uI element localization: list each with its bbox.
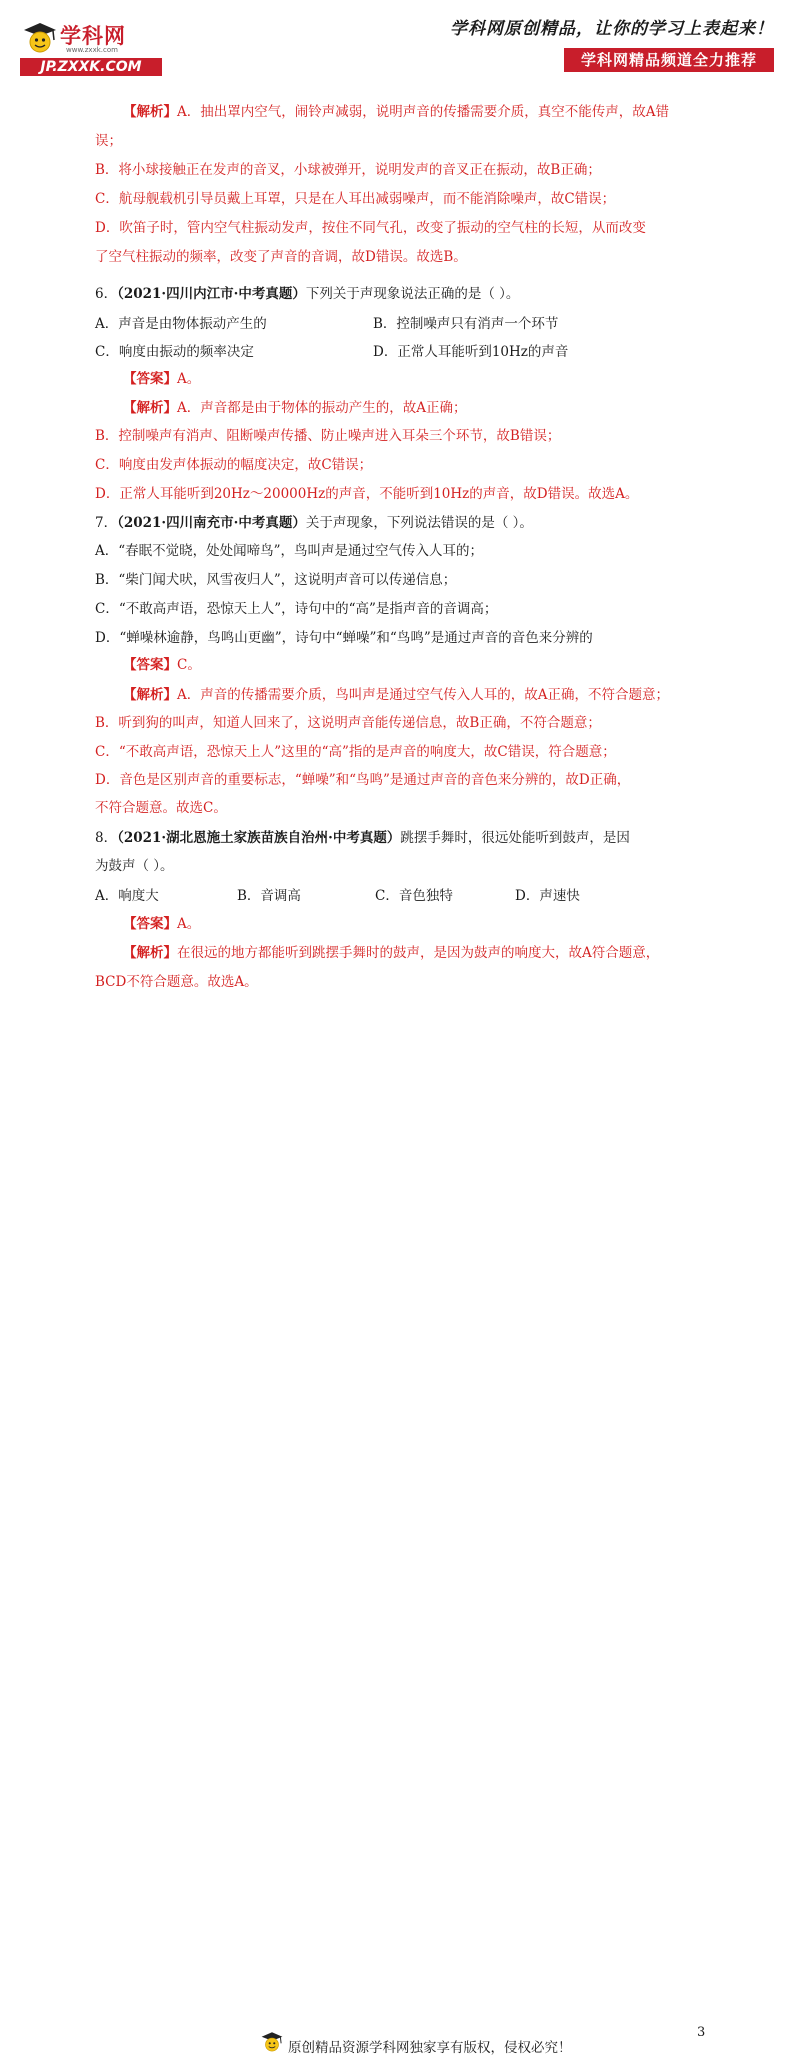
text-line	[95, 158, 601, 178]
line-text: A。	[177, 916, 201, 932]
answer-tag: 【答案】	[123, 916, 177, 932]
option-choice: A．响度大	[95, 888, 159, 904]
line-text: C．航母舰载机引导员戴上耳罩，只是在人耳出减弱噪声，而不能消除噪声，故C错误；	[95, 191, 616, 207]
mascot-icon	[20, 20, 60, 56]
text-line	[95, 282, 519, 302]
analysis-tag: 【解析】	[123, 945, 177, 961]
line-text: 误；	[95, 133, 122, 149]
question-source: （2021·湖北恩施土家族苗族自治州·中考真题）	[117, 830, 401, 846]
text-line	[95, 187, 615, 207]
line-text: B．听到狗的叫声，知道人回来了，这说明声音能传递信息，故B正确，不符合题意；	[95, 715, 601, 731]
line-text: D．吹笛子时，管内空气柱振动发声，按住不同气孔，改变了振动的空气柱的长短，从而改变	[95, 220, 646, 236]
text-line	[95, 424, 560, 444]
zxxk-logo[interactable]	[14, 14, 164, 76]
text-line	[123, 912, 200, 932]
line-text: 在很远的地方都能听到跳摆手舞时的鼓声，是因为鼓声的响度大，故A符合题意，	[177, 945, 660, 961]
option-choice: C．响度由振动的频率决定	[95, 344, 254, 360]
option-choice: B．音调高	[237, 888, 301, 904]
text-line	[95, 597, 497, 617]
text-line	[95, 826, 630, 846]
copyright-notice: 原创精品资源学科网独家享有版权，侵权必究！	[288, 2040, 572, 2056]
line-text: B．控制噪声有消声、阻断噪声传播、防止噪声进入耳朵三个环节，故B错误；	[95, 428, 561, 444]
line-text: C．响度由发声体振动的幅度决定，故C错误；	[95, 457, 373, 473]
header-banner: 学科网精品频道全力推荐	[564, 48, 774, 72]
answer-tag: 【答案】	[123, 657, 177, 673]
text-line	[95, 216, 646, 236]
option-choice: A．声音是由物体振动产生的	[95, 316, 267, 332]
line-text: A．抽出罩内空气，闹铃声减弱，说明声音的传播需要介质，真空不能传声，故A错	[177, 104, 669, 120]
text-line	[123, 653, 201, 673]
line-text: A．声音的传播需要介质，鸟叫声是通过空气传入人耳的，故A正确，不符合题意；	[177, 687, 669, 703]
line-text: A．声音都是由于物体的振动产生的，故A正确；	[177, 400, 467, 416]
analysis-tag: 【解析】	[123, 104, 177, 120]
option-choice: D．正常人耳能听到10Hz的声音	[373, 344, 569, 360]
line-text: D．音色是区别声音的重要标志，“蝉噪”和“鸟鸣”是通过声音的音色来分辨的，故D正确，	[95, 772, 631, 788]
line-text: 跳摆手舞时，很远处能听到鼓声，是因	[400, 830, 630, 846]
line-text: B．“柴门闻犬吠，风雪夜归人”，这说明声音可以传递信息；	[95, 572, 457, 588]
header-slogan: 学科网原创精品，让你的学习上表起来！	[450, 19, 774, 39]
text-line	[95, 453, 372, 473]
text-line	[95, 970, 258, 990]
analysis-tag: 【解析】	[123, 400, 177, 416]
text-line	[95, 511, 533, 531]
text-line	[95, 711, 601, 731]
line-text: B．将小球接触正在发声的音叉，小球被弹开，说明发声的音叉正在振动，故B正确；	[95, 162, 601, 178]
text-line	[95, 539, 483, 559]
question-source: （2021·四川内江市·中考真题）	[117, 286, 306, 302]
text-line	[123, 100, 669, 120]
option-choice: D．声速快	[515, 888, 580, 904]
line-text: C．“不敢高声语，恐惊天上人”，诗句中的“高”是指声音的音调高；	[95, 601, 498, 617]
line-text: BCD不符合题意。故选A。	[95, 974, 258, 990]
text-line	[95, 129, 122, 149]
text-line	[95, 854, 174, 874]
page-header	[0, 0, 800, 80]
line-text: 不符合题意。故选C。	[95, 800, 227, 816]
question-source: （2021·四川南充市·中考真题）	[117, 515, 306, 531]
text-line	[123, 941, 659, 961]
line-text: 了空气柱振动的频率，改变了声音的音调，故D错误。故选B。	[95, 249, 467, 265]
text-line	[123, 367, 200, 387]
line-text: 关于声现象，下列说法错误的是（ ）。	[305, 515, 533, 531]
line-text: D．正常人耳能听到20Hz～20000Hz的声音，不能听到10Hz的声音，故D错误。故选A。	[95, 486, 639, 502]
analysis-tag: 【解析】	[123, 687, 177, 703]
line-text: A．“春眠不觉晓，处处闻啼鸟”，鸟叫声是通过空气传入人耳的；	[95, 543, 484, 559]
text-line	[95, 482, 638, 502]
question-number: 8．	[95, 830, 118, 846]
logo-name: 学科网	[60, 24, 126, 48]
question-number: 7．	[95, 515, 118, 531]
question-number: 6．	[95, 286, 118, 302]
text-line	[123, 396, 467, 416]
line-text: C。	[177, 657, 201, 673]
line-text: 为鼓声（ ）。	[95, 858, 174, 874]
text-line	[95, 245, 467, 265]
logo-subtext: www.zxxk.com	[66, 46, 118, 54]
page-number: 3	[697, 2025, 706, 2040]
page-footer	[0, 1010, 800, 2056]
line-text: 下列关于声现象说法正确的是（ ）。	[305, 286, 520, 302]
mascot-icon	[259, 2027, 285, 2057]
answer-tag: 【答案】	[123, 371, 177, 387]
option-choice: B．控制噪声只有消声一个环节	[373, 316, 559, 332]
line-text: D．“蝉噪林逾静，鸟鸣山更幽”，诗句中“蝉噪”和“鸟鸣”是通过声音的音色来分辨的	[95, 630, 593, 646]
line-text: A。	[177, 371, 201, 387]
text-line	[95, 626, 593, 646]
text-line	[95, 796, 227, 816]
text-line	[95, 768, 630, 788]
text-line	[95, 568, 456, 588]
option-choice: C．音色独特	[375, 888, 453, 904]
logo-url: JP.ZXXK.COM	[20, 58, 162, 76]
text-line	[123, 683, 669, 703]
text-line	[95, 740, 616, 760]
line-text: C．“不敢高声语，恐惊天上人”这里的“高”指的是声音的响度大，故C错误，符合题意；	[95, 744, 616, 760]
